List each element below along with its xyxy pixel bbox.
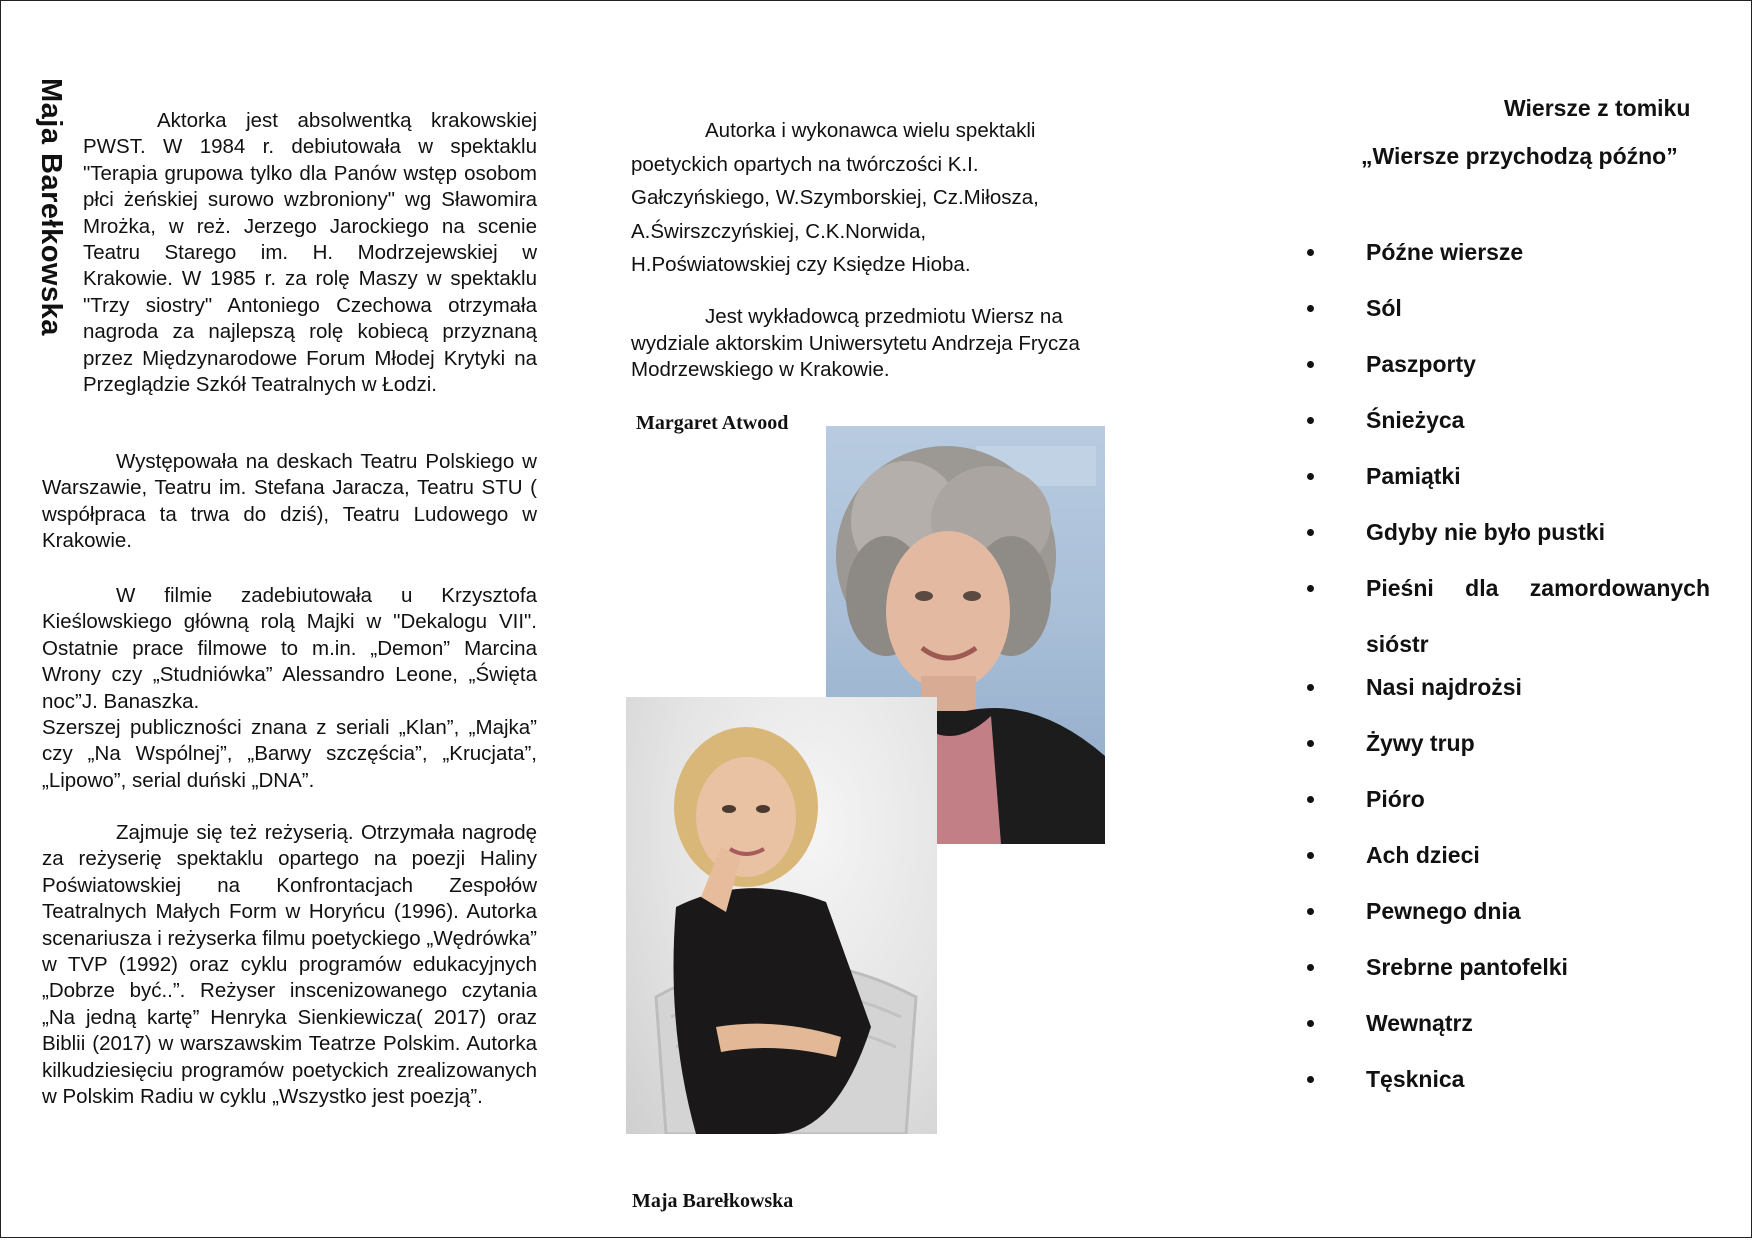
poem-list-item [1300,784,1710,840]
photo-caption-barelkowska: Maja Barełkowska [632,1190,794,1212]
bullet-icon [1307,529,1314,536]
poem-title: Tęsknica [1366,1066,1465,1092]
poems-heading: Wiersze z tomiku [1504,95,1691,121]
poem-list-item [1300,349,1710,405]
bullet-icon [1307,908,1314,915]
bio-text: Występowała na deskach Teatru Polskiego w Warszawie, Teatru im. Stefana Jaracza, Teatru STU ( współpraca ta trwa do dziś), Teatru Ludowego w Krakowie. [42,450,537,553]
poem-title: Śnieżyca [1366,407,1465,433]
poem-list-item [1300,1008,1710,1064]
bullet-icon [1307,1020,1314,1027]
lecturer-paragraph [631,304,1111,384]
bullet-icon [1307,585,1314,592]
photo-caption-atwood: Margaret Atwood [636,412,789,434]
bio-paragraph-theatres [42,449,537,555]
bullet-icon [1307,417,1314,424]
vertical-title: Maja Barełkowska [35,78,67,336]
bullet-icon [1307,361,1314,368]
poem-title: Paszporty [1366,351,1476,377]
poem-title: Ach dzieci [1366,842,1480,868]
bullet-icon [1307,740,1314,747]
bio-paragraph-education [83,108,537,398]
performances-paragraph [631,114,1071,282]
bullet-icon [1307,796,1314,803]
poem-title: Pieśni dla zamordowanych sióstr [1366,575,1710,657]
portrait-illustration [626,697,937,1134]
poem-title: Późne wiersze [1366,239,1524,265]
poem-list-item [1300,461,1710,517]
poem-list-item [1300,672,1710,728]
bio-text: W filmie zadebiutowała u Krzysztofa Kieślowskiego główną rolą Majki w "Dekalogu VII". Ostatnie prace filmowe to m.in. „Demon” Marcina Wrony czy „Studniówka” Alessandro Leone, „Święta noc”J. Banaszka. [42,584,537,713]
mid-text: Jest wykładowcą przedmiotu Wiersz na wydziale aktorskim Uniwersytetu Andrzeja Frycza Modrzewskiego w Krakowie. [631,305,1080,381]
poem-list-item [1300,728,1710,784]
bullet-icon [1307,1076,1314,1083]
bullet-icon [1307,852,1314,859]
poem-list-item [1300,952,1710,1008]
poem-title: Gdyby nie było pustki [1366,519,1605,545]
poem-list-item [1300,896,1710,952]
poem-title: Żywy trup [1366,730,1475,756]
bullet-icon [1307,473,1314,480]
poem-list [1300,237,1710,1120]
poem-list-item [1300,237,1710,293]
poem-title: Sól [1366,295,1402,321]
poem-title: Pamiątki [1366,463,1461,489]
bullet-icon [1307,964,1314,971]
bio-text: Zajmuje się też reżyserią. Otrzymała nagrodę za reżyserię spektaklu opartego na poezji Haliny Poświatowskiej na Konfrontacjach Zespołów Teatralnych Małych Form w Horyńcu (1996). Autorka scenariusza i reżyserka filmu poetyckiego „Wędrówka” w TVP (1992) oraz cyklu programów edukacyjnych „Dobrze być..”. Reżyser inscenizowanego czytania „Na jedną kartę” Henryka Sienkiewicza( 2017) oraz Biblii (2017) w warszawskim Teatrze Polskim. Autorka kilkudziesięciu programów poetyckich zrealizowanych w Polskim Radiu w cyklu „Wszystko jest poezją”. [42,821,537,1109]
bullet-icon [1307,305,1314,312]
bio-paragraph-film [42,583,537,794]
book-title: „Wiersze przychodzą późno” [1361,143,1678,169]
bio-text: Szerszej publiczności znana z seriali „Klan”, „Majka” czy „Na Wspólnej”, „Barwy szczęścia”, „Krucjata”, „Lipowo”, serial duński „DNA”. [42,716,537,792]
bullet-icon [1307,684,1314,691]
poem-list-item [1300,1064,1710,1120]
poem-title: Nasi najdrożsi [1366,674,1522,700]
poem-list-item [1300,840,1710,896]
bio-text: Aktorka jest absolwentką krakowskiej PWST. W 1984 r. debiutowała w spektaklu "Terapia grupowa tylko dla Panów wstęp osobom płci żeńskiej surowo wzbroniony" wg Sławomira Mrożka, w reż. Jerzego Jarockiego na scenie Teatru Starego im. H. Modrzejewskiej w Krakowie. W 1985 r. za rolę Maszy w spektaklu "Trzy siostry" Antoniego Czechowa otrzymała nagroda za najlepszą rolę kobiecą przyznaną przez Międzynarodowe Forum Młodej Krytyki na Przeglądzie Szkół Teatralnych w Łodzi. [83,109,537,397]
poem-title: Wewnątrz [1366,1010,1473,1036]
poem-list-item [1300,560,1710,672]
poem-list-item [1300,293,1710,349]
poem-title: Srebrne pantofelki [1366,954,1568,980]
poem-title: Pewnego dnia [1366,898,1521,924]
poem-list-item [1300,405,1710,461]
portrait-photo-barelkowska [626,697,937,1134]
mid-text: Autorka i wykonawca wielu spektakli poetyckich opartych na twórczości K.I. Gałczyńskiego, W.Szymborskiej, Cz.Miłosza, A.Świrszczyńskiej, C.K.Norwida, H.Poświatowskiej czy Księdze Hioba. [631,119,1039,276]
bio-paragraph-directing [42,820,537,1110]
poem-title: Pióro [1366,786,1425,812]
bullet-icon [1307,249,1314,256]
